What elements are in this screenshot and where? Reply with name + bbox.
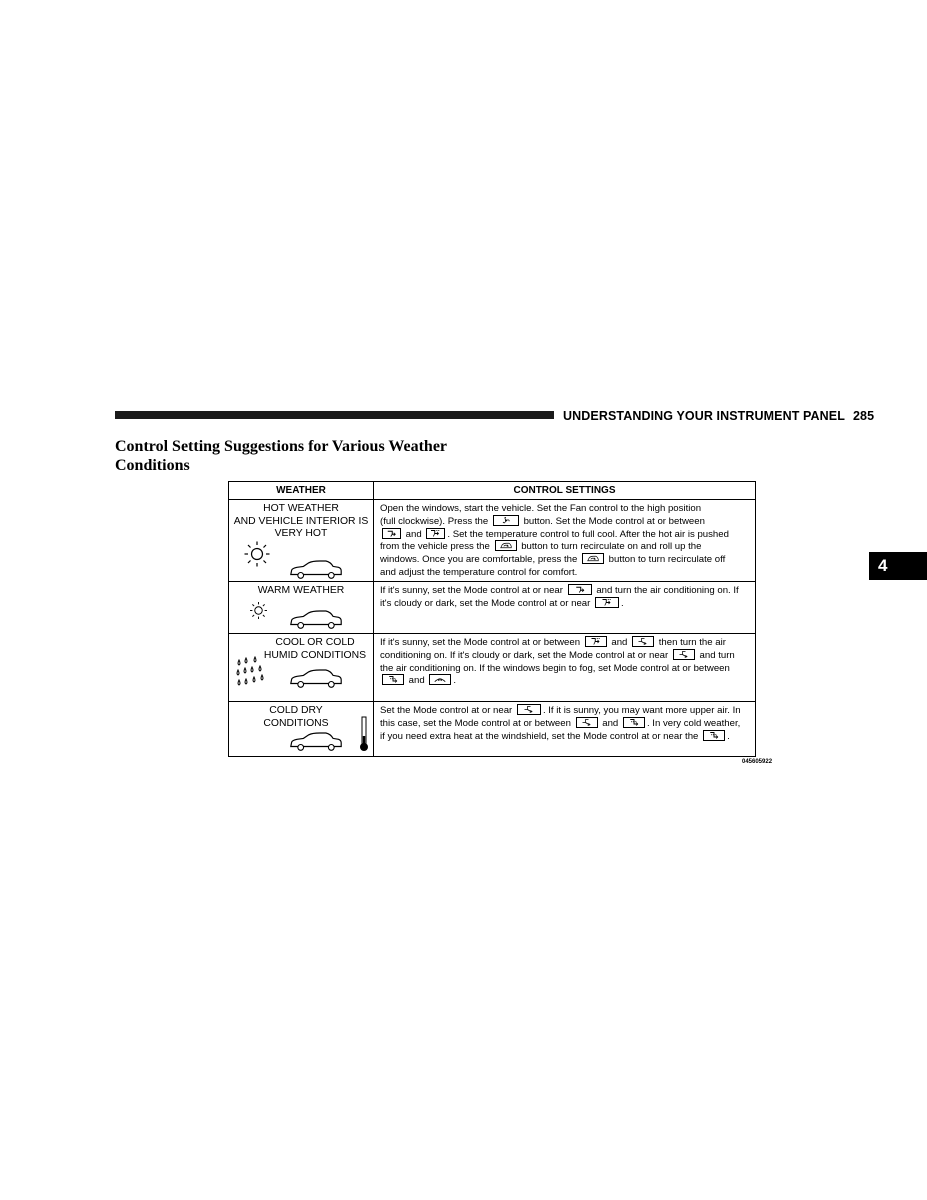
- settings-cell: [380, 500, 751, 580]
- settings-column-header: CONTROL SETTINGS: [513, 485, 616, 496]
- settings-text: it's cloudy or dark, set the Mode control at or near: [380, 597, 591, 609]
- table-row: [229, 633, 755, 702]
- weather-line: VERY HOT: [274, 528, 328, 540]
- settings-text: this case, set the Mode control at or between: [380, 717, 571, 729]
- bilevel-mode-icon: [585, 636, 607, 647]
- settings-text: .: [453, 675, 457, 687]
- floor-mode-icon: [517, 704, 541, 715]
- settings-text: If it's sunny, set the Mode control at or between: [380, 637, 581, 649]
- table-row: [229, 701, 755, 758]
- settings-text: . Set the temperature control to full cool. After the hot air is pushed: [447, 528, 729, 540]
- settings-text: and: [602, 717, 619, 729]
- weather-cell: [229, 500, 373, 582]
- settings-text: and turn the air conditioning on. If: [596, 585, 739, 597]
- car-icon: [289, 669, 343, 689]
- settings-text: .: [621, 597, 624, 609]
- panel-mode-icon: [568, 584, 592, 595]
- weather-line: AND VEHICLE INTERIOR IS: [233, 515, 369, 527]
- thermometer-icon: [359, 716, 369, 752]
- settings-cell: [380, 634, 751, 688]
- floor-mode-icon: [576, 717, 598, 728]
- weather-line: HUMID CONDITIONS: [263, 649, 367, 661]
- settings-text: and adjust the temperature control for comfort.: [380, 567, 578, 579]
- bilevel-mode-icon: [595, 597, 619, 608]
- figure-code: 045605922: [742, 759, 773, 765]
- settings-text: and: [405, 528, 422, 540]
- settings-text: Set the Mode control at or near: [380, 705, 513, 717]
- settings-cell: [380, 582, 751, 611]
- fan-max-icon: [493, 515, 519, 526]
- settings-text: and turn: [699, 649, 735, 661]
- settings-text: button to turn recirculate off: [608, 554, 726, 566]
- settings-text: if you need extra heat at the windshield, set the Mode control at or near the: [380, 730, 699, 742]
- car-icon: [289, 560, 343, 580]
- header-title: UNDERSTANDING YOUR INSTRUMENT PANEL: [563, 409, 845, 423]
- settings-text: (full clockwise). Press the: [380, 515, 489, 527]
- settings-text: windows. Once you are comfortable, press the: [380, 554, 578, 566]
- running-header: [563, 409, 874, 423]
- mix-mode-icon: [382, 674, 404, 685]
- settings-text: If it's sunny, set the Mode control at or near: [380, 585, 563, 597]
- section-title-line2: Conditions: [115, 457, 190, 474]
- floor-mode-icon: [673, 649, 695, 660]
- section-title: [115, 437, 485, 475]
- weather-line: COLD DRY: [269, 705, 323, 716]
- section-title-line1: Control Setting Suggestions for Various Weather: [115, 438, 448, 455]
- bilevel-mode-icon: [426, 528, 445, 539]
- settings-cell: [380, 702, 751, 743]
- sun-icon: [249, 601, 268, 620]
- mix-mode-icon: [703, 730, 725, 741]
- raindrops-icon: [235, 656, 267, 692]
- settings-text: . In very cold weather,: [646, 717, 741, 729]
- weather-line: WARM WEATHER: [257, 585, 345, 596]
- settings-text: button. Set the Mode control at or between: [523, 515, 705, 527]
- car-icon: [289, 732, 343, 752]
- table-row: [229, 581, 755, 634]
- header-rule: [115, 411, 554, 419]
- settings-text: button to turn recirculate on and roll up the: [521, 541, 702, 553]
- settings-text: Open the windows, start the vehicle. Set the Fan control to the high position: [380, 503, 702, 514]
- floor-mode-icon: [632, 636, 654, 647]
- settings-text: from the vehicle press the: [380, 541, 490, 553]
- settings-text: and: [408, 675, 425, 687]
- weather-line: CONDITIONS: [263, 717, 329, 729]
- weather-cell: [229, 634, 373, 702]
- settings-text: conditioning on. If it's cloudy or dark, set the Mode control at or near: [380, 649, 669, 661]
- table-header-row: [229, 482, 755, 499]
- settings-text: the air conditioning on. If the windows begin to fog, set Mode control at or between: [380, 662, 730, 674]
- recirculation-icon: [582, 553, 604, 564]
- settings-text: and: [611, 637, 628, 649]
- settings-text: .: [727, 730, 730, 742]
- sun-icon: [243, 540, 271, 568]
- chapter-tab: 4: [869, 552, 927, 580]
- page-number: 285: [852, 409, 875, 423]
- table-row: [229, 499, 755, 582]
- defrost-mode-icon: [429, 674, 451, 685]
- settings-text: then turn the air: [658, 637, 726, 649]
- recirculation-icon: [495, 540, 517, 551]
- mix-mode-icon: [623, 717, 645, 728]
- weather-line: COOL OR COLD: [275, 637, 355, 648]
- panel-mode-icon: [382, 528, 401, 539]
- weather-column-header: WEATHER: [276, 485, 326, 496]
- control-settings-table: [228, 481, 756, 757]
- weather-cell: [229, 702, 373, 758]
- car-icon: [289, 610, 343, 630]
- weather-line: HOT WEATHER: [263, 503, 339, 514]
- settings-text: . If it is sunny, you may want more upper air. In: [542, 705, 741, 717]
- weather-cell: [229, 582, 373, 634]
